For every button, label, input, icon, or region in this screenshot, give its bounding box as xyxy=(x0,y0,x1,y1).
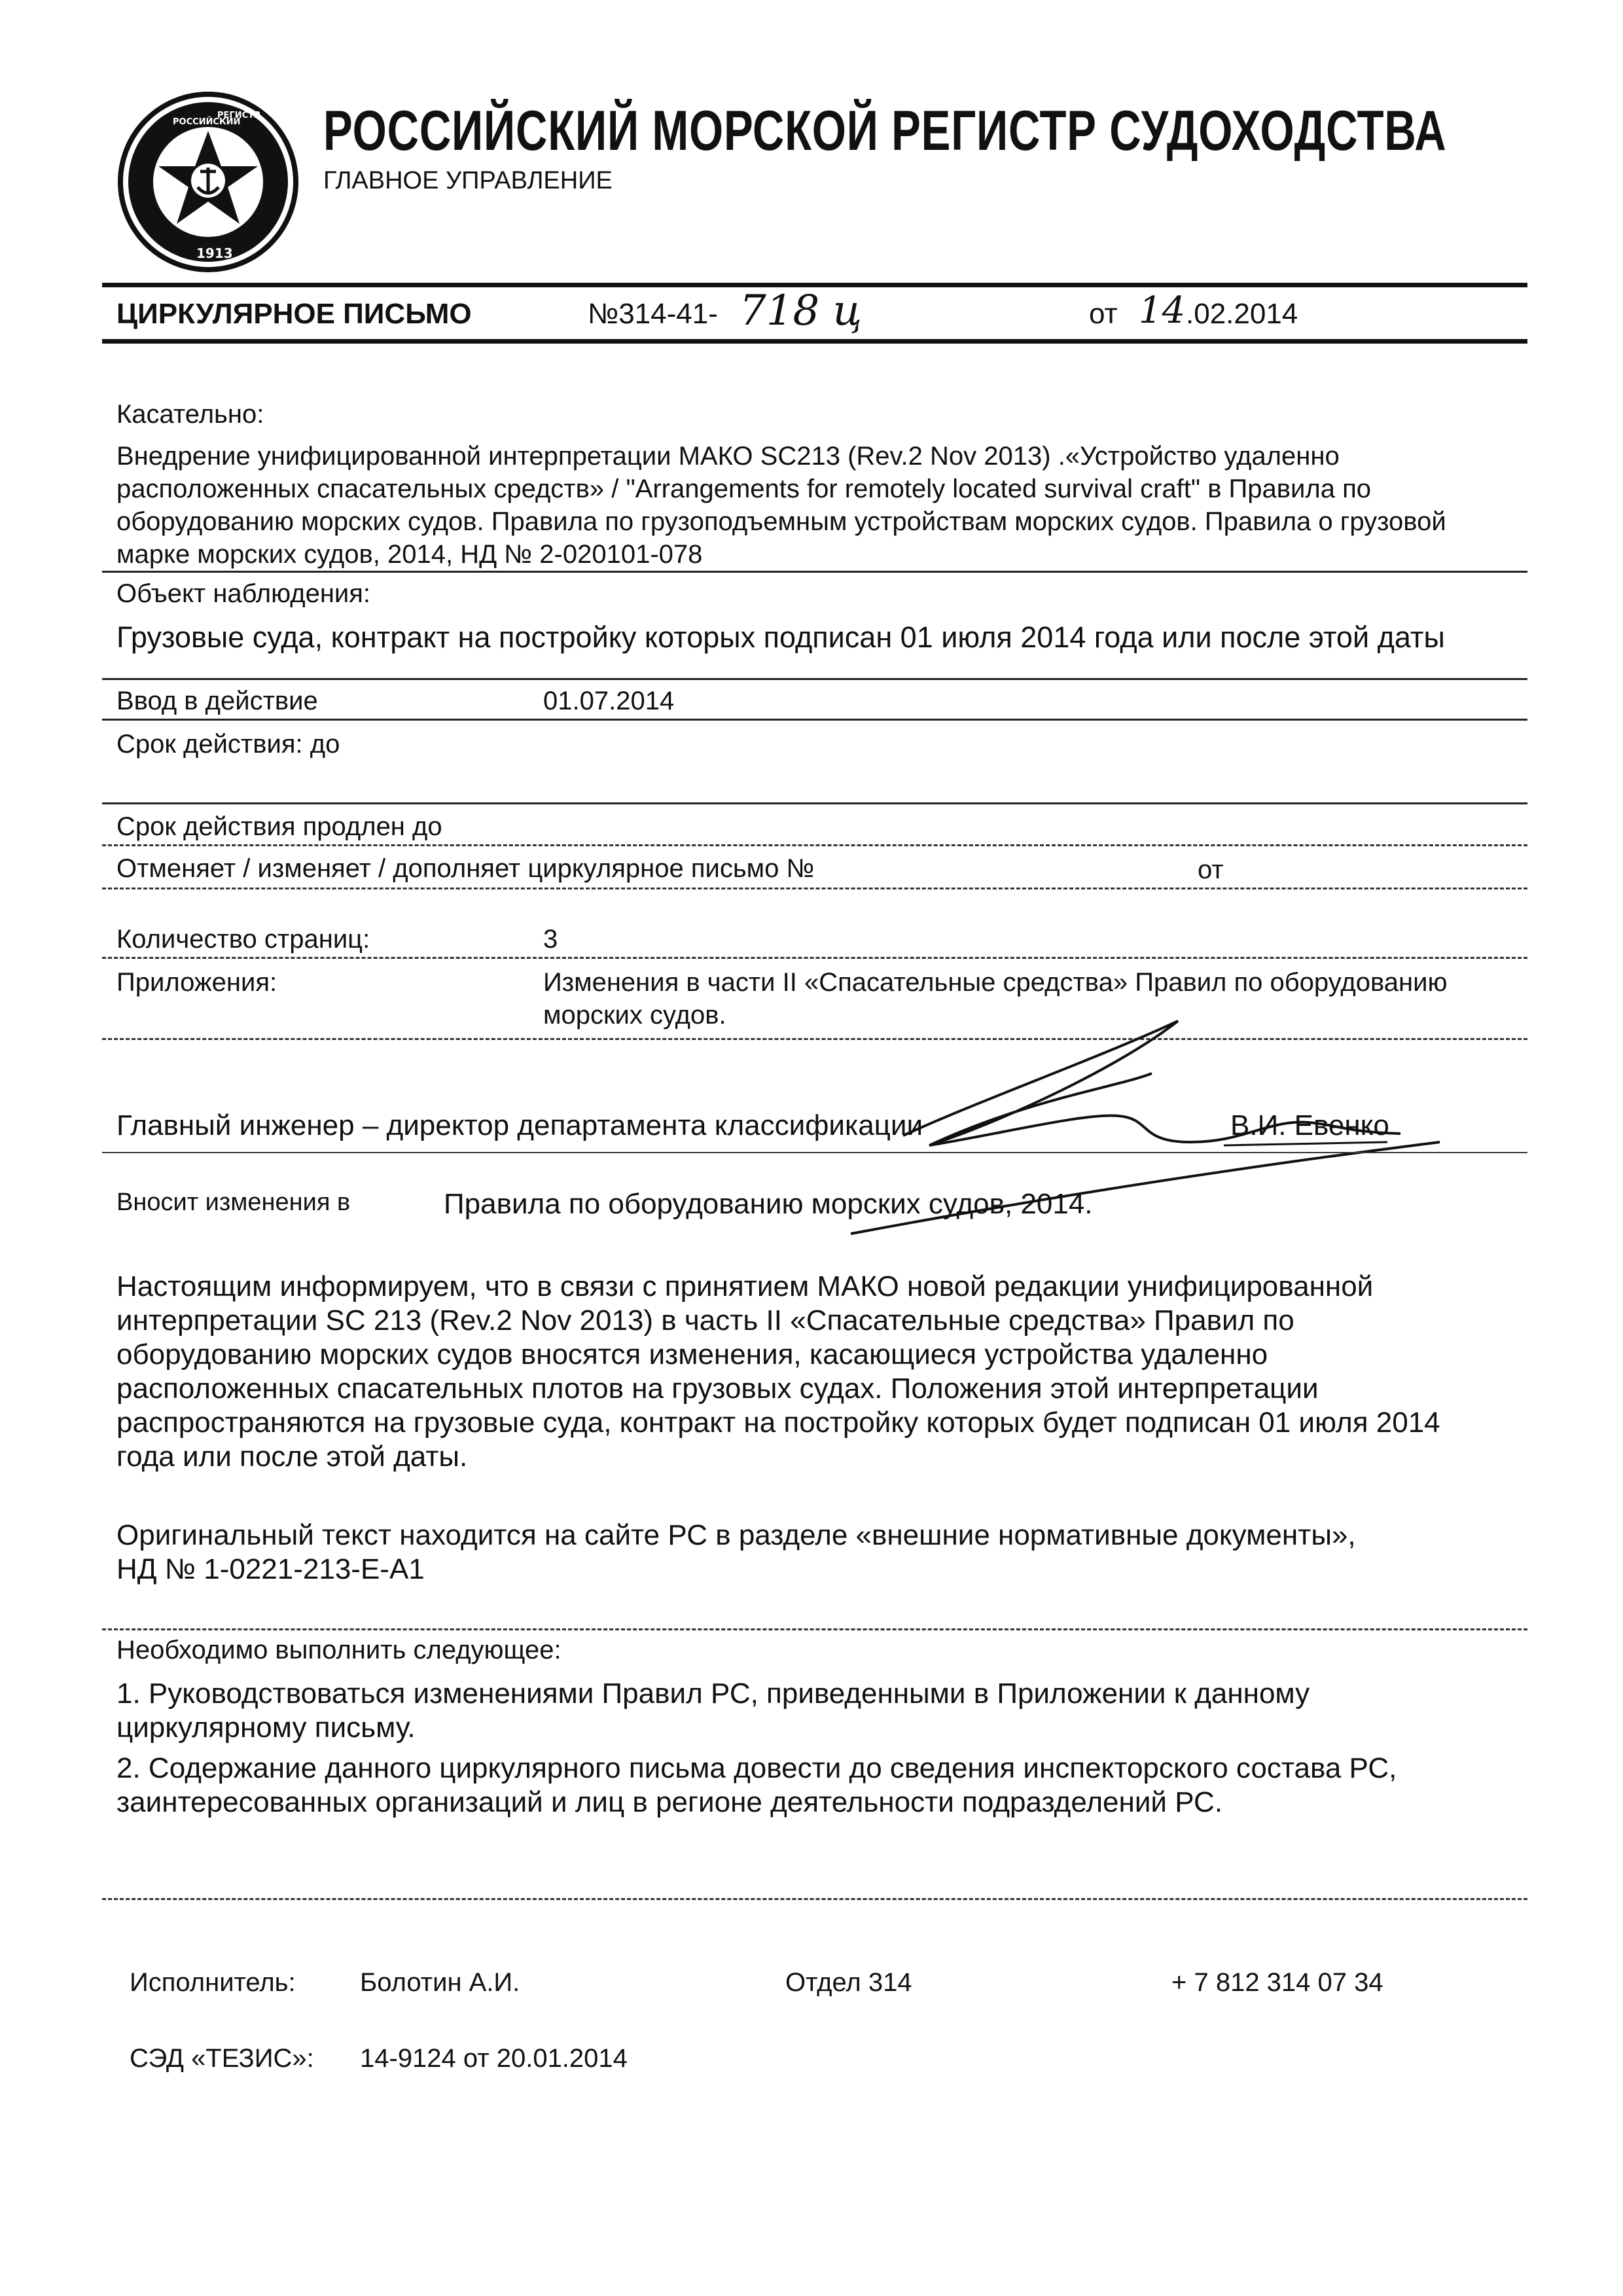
action-line: циркулярному письму. xyxy=(116,1712,416,1744)
action-item-2 xyxy=(116,1751,1397,1820)
divider xyxy=(102,888,1527,889)
body-line: Настоящим информируем, что в связи с принятием МАКО новой редакции унифицированной xyxy=(116,1270,1374,1302)
body-line: года или после этой даты. xyxy=(116,1441,468,1473)
effective-date-label: Ввод в действие xyxy=(116,687,318,715)
subject-text xyxy=(116,440,1446,571)
letter-date-prefix: от xyxy=(1089,298,1118,330)
body-paragraph-1 xyxy=(116,1270,1440,1474)
page-count-value: 3 xyxy=(543,925,558,954)
header-rule-bottom xyxy=(102,339,1527,344)
object-label: Объект наблюдения: xyxy=(116,579,371,608)
cancels-from-label: от xyxy=(1198,855,1224,884)
divider xyxy=(102,1628,1527,1630)
extended-label: Срок действия продлен до xyxy=(116,812,442,841)
phone: + 7 812 314 07 34 xyxy=(1171,1968,1383,1997)
divider xyxy=(102,1152,1527,1153)
attachments-line: морских судов. xyxy=(543,1001,726,1030)
action-line: заинтересованных организаций и лиц в регионе деятельности подразделений РС. xyxy=(116,1786,1223,1818)
organization-subtitle: ГЛАВНОЕ УПРАВЛЕНИЕ xyxy=(323,167,613,194)
subject-label: Касательно: xyxy=(116,400,264,429)
actions-label: Необходимо выполнить следующее: xyxy=(116,1636,562,1664)
letter-date-rest: .02.2014 xyxy=(1186,298,1298,330)
object-value: Грузовые суда, контракт на постройку которых подписан 01 июля 2014 года или после этой даты xyxy=(116,620,1445,654)
effective-date-value: 01.07.2014 xyxy=(543,687,675,715)
body-line: распространяются на грузовые суда, контракт на постройку которых будет подписан 01 июля 2014 xyxy=(116,1407,1440,1439)
divider xyxy=(102,719,1527,721)
letter-type-label: ЦИРКУЛЯРНОЕ ПИСЬМО xyxy=(116,298,472,330)
amends-label: Вносит изменения в xyxy=(116,1189,351,1216)
divider xyxy=(102,1898,1527,1900)
divider xyxy=(102,957,1527,959)
action-line: 2. Содержание данного циркулярного письма довести до сведения инспекторского состава РС, xyxy=(116,1752,1397,1784)
letter-number-handwritten: 718 ц xyxy=(740,287,863,335)
body-line: оборудованию морских судов вносятся изменения, касающиеся устройства удаленно xyxy=(116,1338,1268,1371)
attachments-line: Изменения в части II «Спасательные средства» Правил по оборудованию xyxy=(543,968,1448,997)
body-paragraph-2 xyxy=(116,1518,1356,1587)
divider xyxy=(102,844,1527,846)
body-line: расположенных спасательных плотов на грузовых судах. Положения этой интерпретации xyxy=(116,1372,1319,1405)
subject-line: оборудованию морских судов. Правила по грузоподъемным устройствам морских судов. Правила о грузовой xyxy=(116,507,1446,536)
body-line: Оригинальный текст находится на сайте РС в разделе «внешние нормативные документы», xyxy=(116,1519,1356,1551)
executor-name: Болотин А.И. xyxy=(360,1968,520,1997)
letter-date-day-handwritten: 14 xyxy=(1139,289,1186,332)
cancels-label: Отменяет / изменяет / дополняет циркулярное письмо № xyxy=(116,854,815,883)
validity-label: Срок действия: до xyxy=(116,730,340,759)
divider xyxy=(102,678,1527,680)
svg-text:РЕГИСТР: РЕГИСТР xyxy=(217,111,260,120)
organization-name: РОССИЙСКИЙ МОРСКОЙ РЕГИСТР СУДОХОДСТВА xyxy=(323,99,1447,162)
signatory-name: В.И. Евенко xyxy=(1230,1109,1389,1141)
letter-number-prefix: №314-41- xyxy=(588,298,718,330)
attachments-label: Приложения: xyxy=(116,968,277,997)
body-line: интерпретации SC 213 (Rev.2 Nov 2013) в часть II «Спасательные средства» Правил по xyxy=(116,1304,1294,1336)
subject-line: расположенных спасательных средств» / "Arrangements for remotely located survival craft" в Правила по xyxy=(116,475,1371,503)
signatory-title: Главный инженер – директор департамента классификации xyxy=(116,1109,923,1141)
logo-year: 1913 xyxy=(196,245,233,261)
action-line: 1. Руководствоваться изменениями Правил РС, приведенными в Приложении к данному xyxy=(116,1677,1310,1710)
page-count-label: Количество страниц: xyxy=(116,925,370,954)
amends-value: Правила по оборудованию морских судов, 2014. xyxy=(444,1188,1093,1220)
subject-line: Внедрение унифицированной интерпретации МАКО SC213 (Rev.2 Nov 2013) .«Устройство удаленно xyxy=(116,442,1340,471)
body-line: НД № 1-0221-213-Е-А1 xyxy=(116,1553,425,1585)
divider xyxy=(102,571,1527,573)
divider xyxy=(102,802,1527,804)
register-emblem-icon xyxy=(116,90,300,274)
action-item-1 xyxy=(116,1677,1310,1745)
svg-text:РОССИЙСКИЙ: РОССИЙСКИЙ xyxy=(173,117,241,127)
sed-value: 14-9124 от 20.01.2014 xyxy=(360,2044,628,2073)
subject-line: марке морских судов, 2014, НД № 2-020101-078 xyxy=(116,540,703,569)
executor-label: Исполнитель: xyxy=(130,1968,296,1997)
sed-label: СЭД «ТЕЗИС»: xyxy=(130,2044,314,2073)
department: Отдел 314 xyxy=(785,1968,912,1997)
